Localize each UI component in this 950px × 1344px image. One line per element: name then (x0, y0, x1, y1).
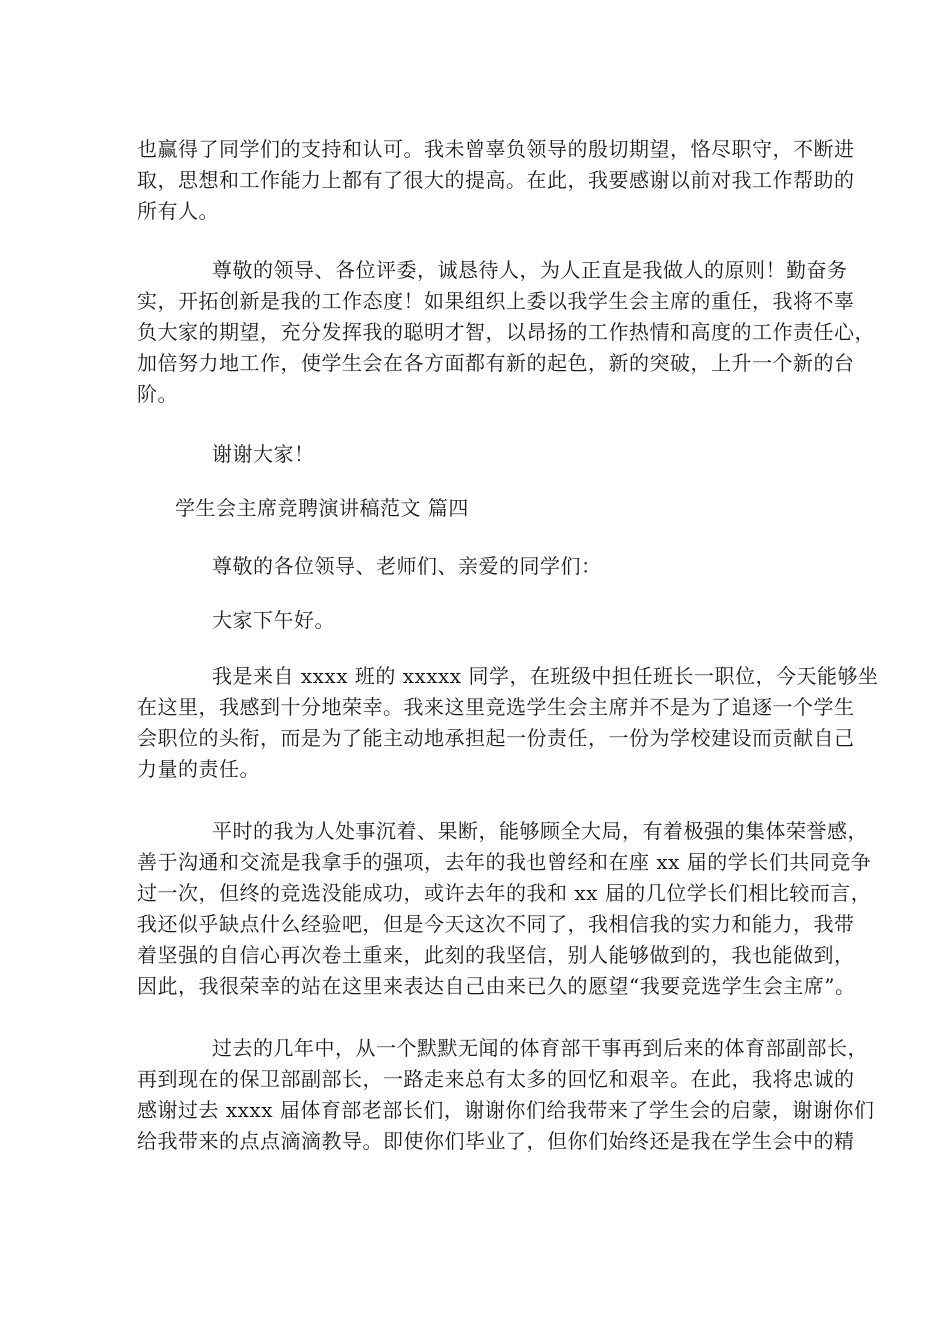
text-line: 也赢得了同学们的支持和认可。我未曾辜负领导的殷切期望，恪尽职守，不断进 (137, 137, 855, 161)
text-line: 过一次，但终的竞选没能成功，或许去年的我和 xx 届的几位学长们相比较而言， (137, 881, 872, 905)
text-line: 善于沟通和交流是我拿手的强项，去年的我也曾经和在座 xx 届的学长们共同竞争 (137, 850, 872, 874)
text-line: 因此，我很荣幸的站在这里来表达自己由来已久的愿望“我要竞选学生会主席”。 (137, 974, 856, 998)
text-line: 阶。 (137, 382, 178, 406)
text-line: 尊敬的领导、各位评委，诚恳待人，为人正直是我做人的原则！勤奋务 (212, 258, 848, 282)
paragraph-introduction (137, 661, 879, 785)
text-line: 在这里，我感到十分地荣幸。我来这里竞选学生会主席并不是为了追逐一个学生 (137, 695, 855, 719)
section-title: 学生会主席竞聘演讲稿范文 篇四 (175, 496, 469, 520)
salutation: 大家下午好。 (212, 608, 335, 632)
text-line: 我是来自 xxxx 班的 xxxxx 同学，在班级中担任班长一职位，今天能够坐 (212, 664, 879, 688)
text-line: 力量的责任。 (137, 757, 260, 781)
text-line: 加倍努力地工作，使学生会在各方面都有新的起色，新的突破，上升一个新的台 (137, 351, 855, 375)
text-line: 再到现在的保卫部副部长，一路走来总有太多的回忆和艰辛。在此，我将忠诚的 (137, 1067, 855, 1091)
text-line: 负大家的期望，充分发挥我的聪明才智，以昂扬的工作热情和高度的工作责任心， (137, 320, 875, 344)
paragraph-gratitude (137, 1033, 875, 1157)
text-line: 取，思想和工作能力上都有了很大的提高。在此，我要感谢以前对我工作帮助的 (137, 168, 855, 192)
text-line: 着坚强的自信心再次卷土重来，此刻的我坚信，别人能够做到的，我也能做到， (137, 943, 855, 967)
paragraph-continuation (137, 134, 855, 227)
text-line: 我还似乎缺点什么经验吧，但是今天这次不同了，我相信我的实力和能力，我带 (137, 912, 855, 936)
closing-thanks: 谢谢大家！ (212, 442, 315, 466)
text-line: 所有人。 (137, 199, 219, 223)
text-line: 会职位的头衔，而是为了能主动地承担起一份责任，一份为学校建设而贡献自己 (137, 726, 855, 750)
text-line: 给我带来的点点滴滴教导。即使你们毕业了，但你们始终还是我在学生会中的精 (137, 1129, 855, 1153)
text-line: 实，开拓创新是我的工作态度！如果组织上委以我学生会主席的重任，我将不辜 (137, 289, 855, 313)
text-line: 感谢过去 xxxx 届体育部老部长们，谢谢你们给我带来了学生会的启蒙，谢谢你们 (137, 1098, 875, 1122)
greeting: 尊敬的各位领导、老师们、亲爱的同学们： (212, 554, 602, 578)
paragraph-experience (137, 816, 872, 1002)
text-line: 过去的几年中，从一个默默无闻的体育部干事再到后来的体育部副部长， (212, 1036, 868, 1060)
paragraph-commitment (137, 255, 875, 410)
text-line: 平时的我为人处事沉着、果断，能够顾全大局，有着极强的集体荣誉感， (212, 819, 868, 843)
